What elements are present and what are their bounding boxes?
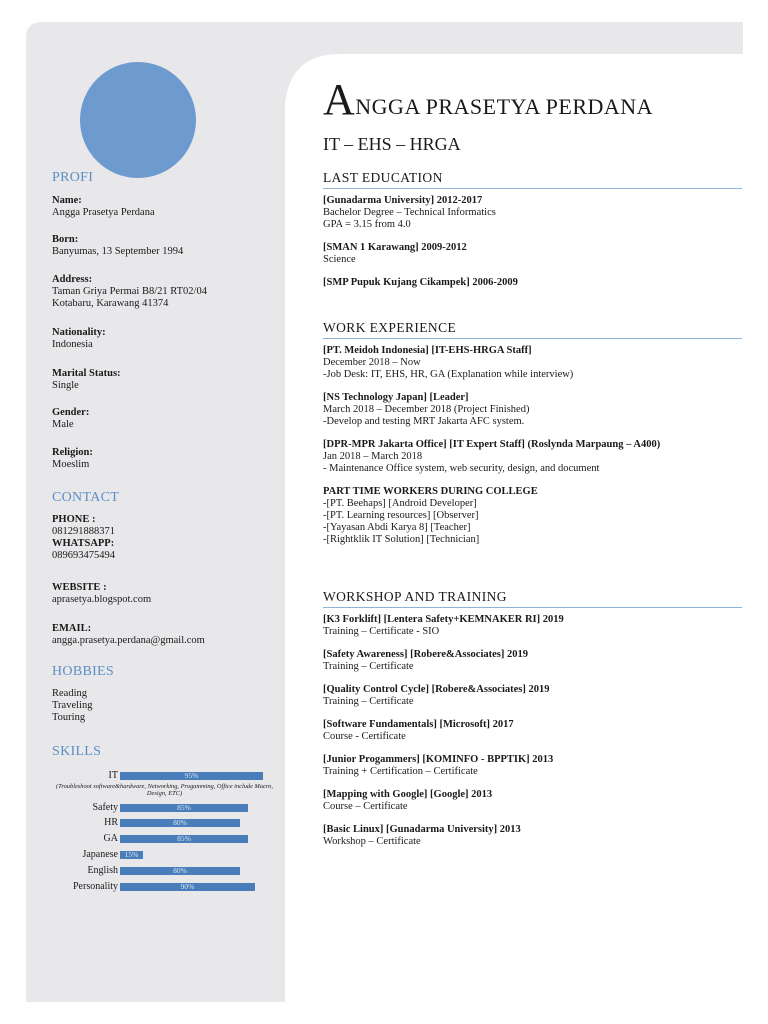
skill-name-label: Japanese [82, 849, 118, 860]
skill-bar: 80% [120, 819, 240, 827]
profile-field-label: Religion: [52, 447, 93, 458]
training-entry [323, 719, 742, 743]
name-rest: NGGA PRASETYA PERDANA [355, 94, 654, 119]
work-entry-line: December 2018 – Now [323, 357, 421, 368]
profile-section-title: PROFI [52, 170, 94, 185]
contact-section-title: CONTACT [52, 490, 120, 505]
profile-field-value: Male [52, 419, 74, 430]
profile-photo [80, 62, 196, 178]
email-label: EMAIL: [52, 623, 92, 634]
training-entry-line: Course - Certificate [323, 731, 406, 742]
profile-field-label: Born: [52, 234, 79, 245]
work-entry-line: -[Rightklik IT Solution] [Technician] [323, 534, 480, 545]
phone-value: 081291888371 [52, 526, 115, 537]
education-entry [323, 277, 742, 289]
training-entry-heading: [K3 Forklift] [Lentera Safety+KEMNAKER RI] 2019 [323, 614, 564, 625]
work-entry [323, 345, 742, 381]
education-entry [323, 242, 742, 266]
hobbies-section-title: HOBBIES [52, 664, 114, 679]
profile-field [52, 368, 121, 392]
education-title: LAST EDUCATION [323, 170, 742, 189]
work-entry-line: Jan 2018 – March 2018 [323, 451, 423, 462]
it-skill-note: (Troubleshoot software&hardware, Networking, Progamming, Office include Macro, Design, ETC) [56, 783, 273, 797]
full-name [323, 74, 653, 125]
skill-name-label: Personality [73, 881, 118, 892]
name-initial: A [323, 75, 356, 124]
skill-bar: 15% [120, 851, 143, 859]
phone-field [52, 514, 115, 562]
training-entry-heading: [Software Fundamentals] [Microsoft] 2017 [323, 719, 514, 730]
training-entry [323, 789, 742, 813]
training-entry-heading: [Basic Linux] [Gunadarma University] 2013 [323, 824, 521, 835]
profile-field-label: Address: [52, 274, 93, 285]
profile-field-label: Name: [52, 195, 82, 206]
profile-field [52, 274, 207, 310]
profile-field [52, 407, 89, 431]
training-section [323, 589, 742, 859]
whatsapp-label: WHATSAPP: [52, 538, 115, 549]
website-link[interactable]: aprasetya.blogspot.com [52, 594, 152, 605]
profile-field [52, 447, 93, 471]
skill-bar: 95% [120, 772, 263, 780]
work-entry-line: -Develop and testing MRT Jakarta AFC system. [323, 416, 525, 427]
profile-field-value: Indonesia [52, 339, 93, 350]
work-entry-line: -[Yayasan Abdi Karya 8] [Teacher] [323, 522, 471, 533]
email-field [52, 623, 205, 647]
skill-bar: 80% [120, 867, 240, 875]
profile-field-value: Taman Griya Permai B8/21 RT02/04 [52, 286, 207, 297]
profile-field [52, 327, 106, 351]
skills-section-title: SKILLS [52, 744, 102, 759]
skill-bar: 85% [120, 835, 248, 843]
profile-field [52, 234, 183, 258]
work-entry [323, 486, 742, 546]
work-entry-line: -[PT. Learning resources] [Observer] [323, 510, 479, 521]
training-entry-heading: [Mapping with Google] [Google] 2013 [323, 789, 493, 800]
profile-field [52, 195, 155, 219]
skill-name-label: Safety [92, 802, 118, 813]
work-entry [323, 392, 742, 428]
training-entry-heading: [Junior Progammers] [KOMINFO - BPPTIK] 2013 [323, 754, 554, 765]
education-section [323, 170, 742, 300]
work-entry-heading: [DPR-MPR Jakarta Office] [IT Expert Staff] (Roslynda Marpaung – A400) [323, 439, 661, 450]
whatsapp-value: 089693475494 [52, 550, 115, 561]
training-entry-line: Training – Certificate [323, 696, 414, 707]
profile-field-value: Moeslim [52, 459, 90, 470]
work-entry-heading: [NS Technology Japan] [Leader] [323, 392, 469, 403]
profile-field-label: Gender: [52, 407, 90, 418]
work-entry-line: -[PT. Beehaps] [Android Developer] [323, 498, 477, 509]
job-subtitle: IT – EHS – HRGA [323, 134, 461, 154]
skill-name-label: IT [108, 770, 118, 781]
hobby-item: Reading [52, 688, 87, 699]
profile-field-label: Marital Status: [52, 368, 121, 379]
profile-field-value: Kotabaru, Karawang 41374 [52, 298, 169, 309]
education-entry-line: GPA = 3.15 from 4.0 [323, 219, 411, 230]
training-entry-line: Training + Certification – Certificate [323, 766, 478, 777]
hobby-item: Touring [52, 712, 86, 723]
skill-name-label: GA [103, 833, 118, 844]
education-entry-line: Bachelor Degree – Technical Informatics [323, 207, 496, 218]
hobbies-list [52, 688, 92, 724]
work-entry-line: March 2018 – December 2018 (Project Finished) [323, 404, 530, 415]
training-entry-heading: [Safety Awareness] [Robere&Associates] 2019 [323, 649, 529, 660]
training-entry [323, 824, 742, 848]
work-experience-section [323, 320, 742, 557]
skill-bar: 90% [120, 883, 255, 891]
work-entry-heading: PART TIME WORKERS DURING COLLEGE [323, 486, 538, 497]
training-entry [323, 614, 742, 638]
training-title: WORKSHOP AND TRAINING [323, 589, 742, 608]
work-entry-heading: [PT. Meidoh Indonesia] [IT-EHS-HRGA Staff] [323, 345, 532, 356]
training-entry-line: Workshop – Certificate [323, 836, 421, 847]
profile-field-value: Angga Prasetya Perdana [52, 207, 155, 218]
education-entry [323, 195, 742, 231]
training-entry-heading: [Quality Control Cycle] [Robere&Associates] 2019 [323, 684, 550, 695]
email-link[interactable]: angga.prasetya.perdana@gmail.com [52, 635, 205, 646]
website-field [52, 582, 151, 606]
education-entry-line: Science [323, 254, 356, 265]
education-entry-heading: [SMAN 1 Karawang] 2009-2012 [323, 242, 467, 253]
skill-name-label: English [87, 865, 118, 876]
skill-name-label: HR [104, 817, 118, 828]
work-entry-line: -Job Desk: IT, EHS, HR, GA (Explanation while interview) [323, 369, 574, 380]
profile-field-value: Banyumas, 13 September 1994 [52, 246, 184, 257]
training-entry-line: Course – Certificate [323, 801, 408, 812]
training-entry [323, 684, 742, 708]
work-entry-line: - Maintenance Office system, web security, design, and document [323, 463, 600, 474]
work-entry [323, 439, 742, 475]
training-entry-line: Training – Certificate - SIO [323, 626, 440, 637]
phone-label: PHONE : [52, 514, 96, 525]
education-entry-heading: [Gunadarma University] 2012-2017 [323, 195, 483, 206]
hobby-item: Traveling [52, 700, 93, 711]
work-experience-title: WORK EXPERIENCE [323, 320, 742, 339]
website-label: WEBSITE : [52, 582, 107, 593]
education-entry-heading: [SMP Pupuk Kujang Cikampek] 2006-2009 [323, 277, 518, 288]
profile-field-label: Nationality: [52, 327, 106, 338]
training-entry [323, 649, 742, 673]
skill-bar: 85% [120, 804, 248, 812]
training-entry-line: Training – Certificate [323, 661, 414, 672]
training-entry [323, 754, 742, 778]
profile-field-value: Single [52, 380, 79, 391]
